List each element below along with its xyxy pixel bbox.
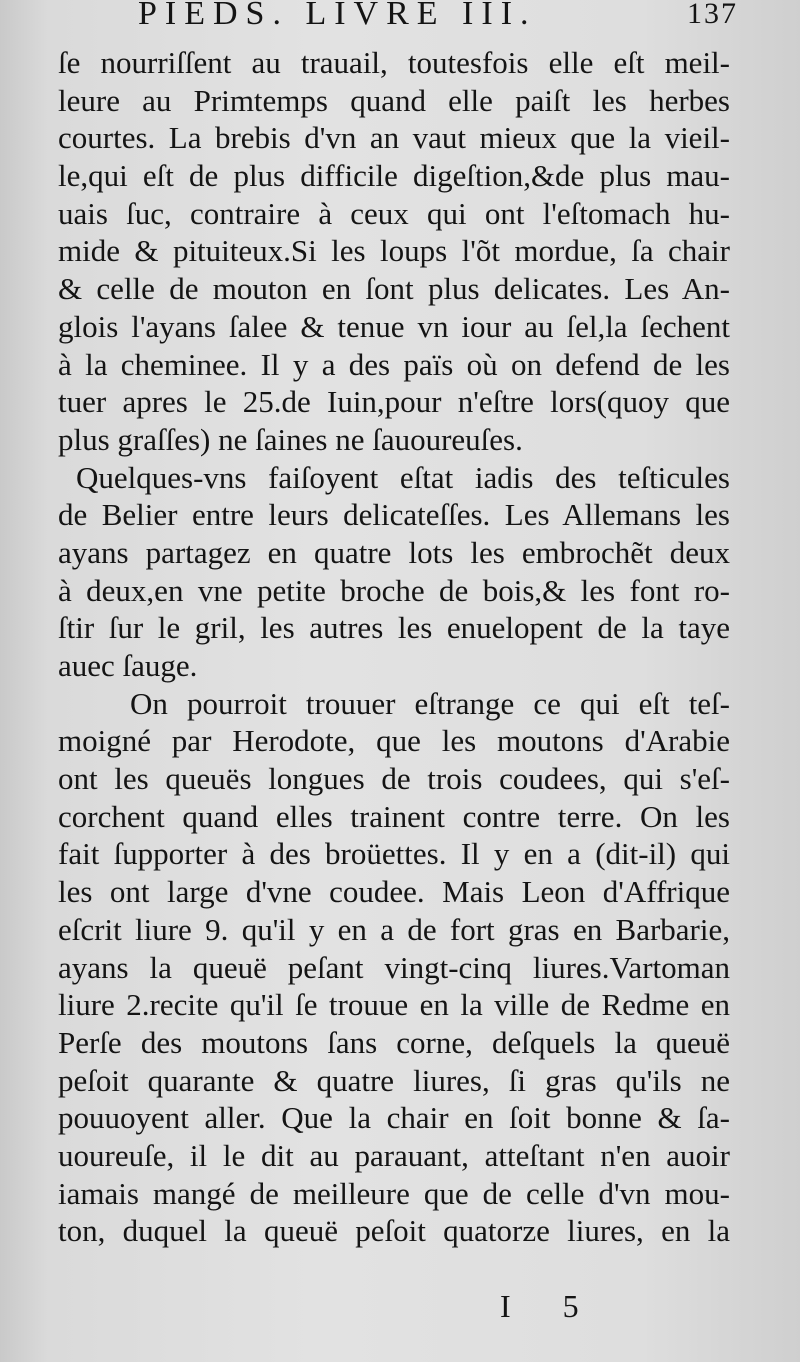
running-title: PIEDS. LIVRE III. — [138, 0, 537, 32]
text-line: glois l'ayans ſalee & tenue vn iour au ſel,la ſechent — [58, 308, 730, 344]
text-line: uais ſuc, contraire à ceux qui ont l'eſtomach hu- — [58, 195, 730, 231]
text-line: à la cheminee. Il y a des païs où on defend de les — [58, 346, 730, 382]
body-text — [58, 44, 730, 1250]
running-head — [138, 0, 738, 40]
text-line: iamais mangé de meilleure que de celle d'vn mou- — [58, 1175, 730, 1211]
text-line: On pourroit trouuer eſtrange ce qui eſt teſ- — [130, 685, 730, 721]
text-line: mide & pituiteux.Si les loups l'õt mordue, ſa chair — [58, 233, 730, 269]
text-line: liure 2.recite qu'il ſe trouue en la ville de Redme en — [58, 987, 730, 1023]
text-line: ton, duquel la queuë peſoit quatorze liures, en la — [58, 1213, 730, 1249]
text-line: tuer apres le 25.de Iuin,pour n'eſtre lors(quoy que — [58, 384, 730, 420]
text-line: ayans la queuë peſant vingt-cinq liures.Vartoman — [58, 949, 730, 985]
page-number: 137 — [687, 0, 738, 30]
text-line: Perſe des moutons ſans corne, deſquels la queuë — [58, 1024, 730, 1060]
text-line: corchent quand elles trainent contre terre. On les — [58, 798, 730, 834]
text-line: auec ſauge. — [58, 648, 198, 683]
text-line: de Belier entre leurs delicateſſes. Les Allemans les — [58, 497, 730, 533]
text-line: fait ſupporter à des broüettes. Il y en a (dit-il) qui — [58, 836, 730, 872]
text-line: le,qui eſt de plus difficile digeſtion,&de plus mau- — [58, 158, 730, 194]
signature-mark: I 5 — [500, 1288, 601, 1324]
text-line: pouuoyent aller. Que la chair en ſoit bonne & ſa- — [58, 1100, 730, 1136]
text-line: plus graſſes) ne ſaines ne ſauoureuſes. — [58, 421, 523, 457]
text-line: à deux,en vne petite broche de bois,& les font ro- — [58, 572, 730, 608]
text-line: leure au Primtemps quand elle paiſt les herbes — [58, 82, 730, 118]
text-line: & celle de mouton en ſont plus delicates. Les An- — [58, 271, 730, 307]
text-line: ſtir ſur le gril, les autres les enuelopent de la taye — [58, 610, 730, 646]
text-line: courtes. La brebis d'vn an vaut mieux que la vieil- — [58, 120, 730, 156]
text-line: uoureuſe, il le dit au parauant, atteſtant n'en auoir — [58, 1137, 730, 1173]
text-line: peſoit quarante & quatre liures, ſi gras qu'ils ne — [58, 1062, 730, 1098]
text-line: ſe nourriſſent au trauail, toutesfois elle eſt meil- — [58, 45, 730, 80]
text-line: Quelques-vns faiſoyent eſtat iadis des teſticules — [76, 459, 730, 495]
text-line: les ont large d'vne coudee. Mais Leon d'Affrique — [58, 874, 730, 910]
text-line: ont les queuës longues de trois coudees, qui s'eſ- — [58, 761, 730, 797]
text-line: eſcrit liure 9. qu'il y en a de fort gras en Barbarie, — [58, 911, 730, 947]
text-line: ayans partagez en quatre lots les embrochẽt deux — [58, 534, 730, 570]
text-line: moigné par Herodote, que les moutons d'Arabie — [58, 723, 730, 759]
